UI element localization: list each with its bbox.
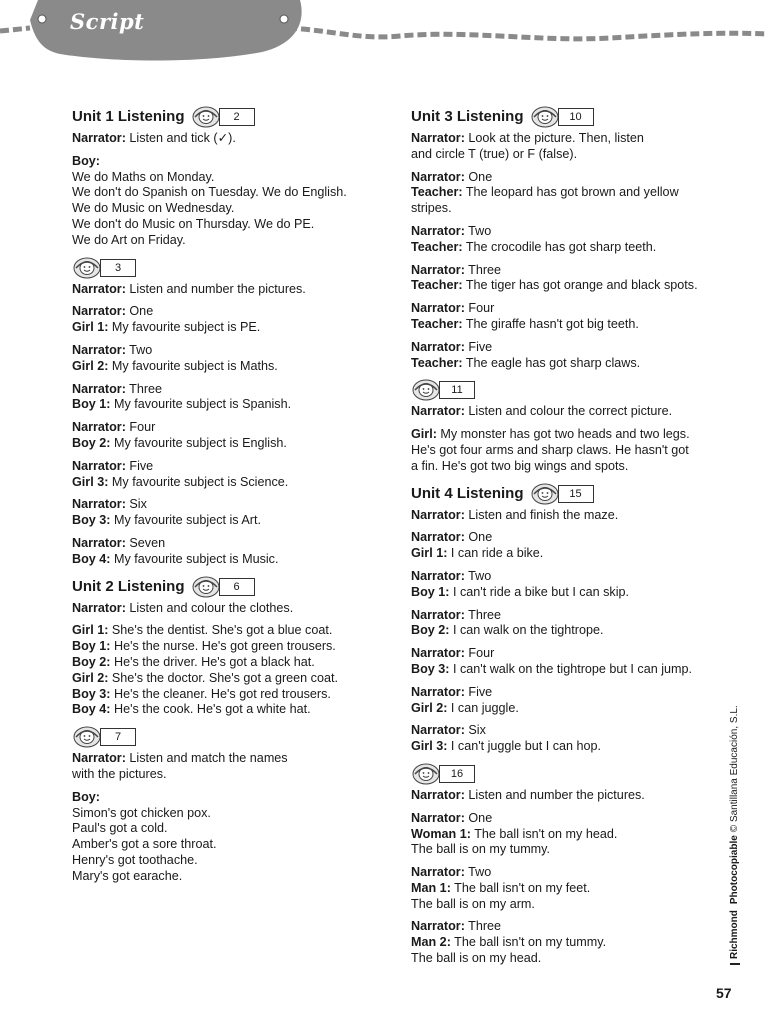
script-line bbox=[411, 569, 731, 585]
section-heading bbox=[411, 379, 731, 401]
script-line bbox=[411, 701, 731, 717]
script-line bbox=[72, 601, 372, 617]
speaker-label: Narrator: bbox=[411, 646, 465, 661]
script-line bbox=[72, 655, 372, 671]
speaker-label: Boy 2: bbox=[411, 623, 450, 638]
track-badge bbox=[191, 106, 255, 128]
speaker-label: Narrator: bbox=[72, 751, 126, 766]
line-text: My favourite subject is PE. bbox=[108, 320, 261, 335]
dialogue-block bbox=[72, 382, 372, 414]
line-text: Six bbox=[125, 497, 147, 512]
dialogue-block bbox=[72, 282, 372, 298]
listening-section bbox=[72, 726, 372, 884]
dialogue-block bbox=[72, 751, 372, 783]
page-title: Script bbox=[70, 9, 145, 34]
section-heading bbox=[411, 106, 731, 128]
script-line bbox=[72, 320, 372, 336]
section-heading bbox=[411, 763, 731, 785]
script-line bbox=[72, 359, 372, 375]
line-text: Simon's got chicken pox. bbox=[72, 805, 211, 820]
script-line bbox=[411, 585, 731, 601]
speaker-label: Boy 2: bbox=[72, 435, 111, 450]
script-line bbox=[72, 475, 372, 491]
script-line bbox=[72, 304, 372, 320]
line-text: My monster has got two heads and two legs. bbox=[436, 427, 690, 442]
script-line bbox=[411, 443, 731, 459]
dialogue-block bbox=[411, 865, 731, 912]
line-text: Three bbox=[125, 381, 163, 396]
script-line bbox=[72, 382, 372, 398]
listening-section bbox=[411, 379, 731, 474]
speaker-label: Narrator: bbox=[72, 304, 126, 319]
script-line bbox=[411, 811, 731, 827]
speaker-label: Girl 2: bbox=[411, 700, 448, 715]
line-text: I can juggle. bbox=[447, 700, 519, 715]
page-number: 57 bbox=[716, 985, 732, 1001]
speaker-label: Narrator: bbox=[411, 169, 465, 184]
unit-title: Unit 1 Listening bbox=[72, 108, 185, 126]
line-text: The ball is on my head. bbox=[411, 951, 542, 966]
script-line bbox=[72, 853, 372, 869]
script-line bbox=[72, 170, 372, 186]
unit-title: Unit 3 Listening bbox=[411, 108, 524, 126]
line-text: My favourite subject is Science. bbox=[108, 474, 289, 489]
line-text: The ball is on my arm. bbox=[411, 896, 535, 911]
track-badge bbox=[530, 106, 594, 128]
speaker-label: Teacher: bbox=[411, 278, 463, 293]
line-text: He's the nurse. He's got green trousers. bbox=[110, 639, 336, 654]
track-badge bbox=[530, 483, 594, 505]
speaker-label: Narrator: bbox=[411, 919, 465, 934]
line-text: Two bbox=[125, 342, 153, 357]
dialogue-block bbox=[72, 601, 372, 617]
line-text: Three bbox=[464, 607, 502, 622]
dialogue-block bbox=[72, 343, 372, 375]
cd-track-icon bbox=[191, 106, 221, 128]
line-text: We don't do Spanish on Tuesday. We do English. bbox=[72, 185, 347, 200]
line-text: Listen and number the pictures. bbox=[125, 281, 306, 296]
script-line bbox=[411, 723, 731, 739]
script-line bbox=[411, 340, 731, 356]
line-text: Henry's got toothache. bbox=[72, 852, 198, 867]
dialogue-block bbox=[72, 623, 372, 718]
cd-track-icon bbox=[191, 576, 221, 598]
unit-title: Unit 2 Listening bbox=[72, 577, 185, 595]
dialogue-block bbox=[72, 420, 372, 452]
dialogue-block bbox=[411, 569, 731, 601]
section-heading bbox=[72, 257, 372, 279]
speaker-label: Teacher: bbox=[411, 185, 463, 200]
right-column bbox=[411, 106, 731, 975]
speaker-label: Man 2: bbox=[411, 935, 451, 950]
script-line bbox=[411, 278, 731, 294]
speaker-label: Boy 4: bbox=[72, 702, 111, 717]
copyright-notice bbox=[727, 705, 743, 965]
speaker-label: Boy 3: bbox=[411, 661, 450, 676]
line-text: One bbox=[464, 530, 493, 545]
script-line bbox=[411, 865, 731, 881]
line-text: stripes. bbox=[411, 201, 452, 216]
dialogue-block bbox=[411, 608, 731, 640]
line-text: Four bbox=[125, 420, 156, 435]
speaker-label: Narrator: bbox=[411, 262, 465, 277]
line-text: Five bbox=[464, 339, 493, 354]
track-number: 6 bbox=[219, 578, 255, 596]
line-text: The ball isn't on my feet. bbox=[450, 880, 591, 895]
line-text: Listen and tick (✓). bbox=[125, 131, 236, 145]
script-line bbox=[72, 702, 372, 718]
line-text: Three bbox=[464, 262, 502, 277]
line-text: One bbox=[125, 304, 154, 319]
script-line bbox=[72, 343, 372, 359]
script-line bbox=[411, 788, 731, 804]
line-text: Listen and colour the correct picture. bbox=[464, 404, 673, 419]
script-line bbox=[72, 671, 372, 687]
script-line bbox=[72, 217, 372, 233]
line-text: I can't juggle but I can hop. bbox=[447, 739, 602, 754]
script-line bbox=[72, 513, 372, 529]
dialogue-block bbox=[411, 508, 731, 524]
script-line bbox=[411, 263, 731, 279]
script-line bbox=[72, 552, 372, 568]
speaker-label: Girl: bbox=[411, 427, 437, 442]
speaker-label: Narrator: bbox=[411, 131, 465, 145]
script-line bbox=[72, 687, 372, 703]
line-text: The ball isn't on my head. bbox=[470, 826, 618, 841]
line-text: We do Music on Wednesday. bbox=[72, 201, 235, 216]
dialogue-block bbox=[72, 497, 372, 529]
photocopiable-label: Photocopiable bbox=[729, 835, 740, 905]
speaker-label: Narrator: bbox=[411, 530, 465, 545]
copyright-text: © Santillana Educación, S.L. bbox=[729, 705, 740, 833]
line-text: Two bbox=[464, 568, 492, 583]
line-text: The eagle has got sharp claws. bbox=[462, 355, 641, 370]
line-text: I can't ride a bike but I can skip. bbox=[449, 584, 630, 599]
script-line bbox=[72, 459, 372, 475]
cd-track-icon bbox=[411, 763, 441, 785]
track-number: 16 bbox=[439, 765, 475, 783]
dialogue-block bbox=[411, 224, 731, 256]
script-line bbox=[411, 608, 731, 624]
line-text: She's the doctor. She's got a green coat. bbox=[108, 670, 338, 685]
dialogue-block bbox=[411, 723, 731, 755]
speaker-label: Teacher: bbox=[411, 316, 463, 331]
speaker-label: Boy 2: bbox=[72, 654, 111, 669]
speaker-label: Man 1: bbox=[411, 880, 451, 895]
line-text: I can't walk on the tightrope but I can jump. bbox=[449, 661, 693, 676]
script-line bbox=[72, 623, 372, 639]
speaker-label: Boy 1: bbox=[411, 584, 450, 599]
line-text: Two bbox=[464, 865, 492, 880]
speaker-label: Girl 3: bbox=[411, 739, 448, 754]
line-text: Paul's got a cold. bbox=[72, 821, 168, 836]
speaker-label: Teacher: bbox=[411, 239, 463, 254]
speaker-label: Narrator: bbox=[411, 723, 465, 738]
script-line bbox=[411, 317, 731, 333]
speaker-label: Narrator: bbox=[72, 131, 126, 145]
cd-track-icon bbox=[530, 106, 560, 128]
track-badge bbox=[411, 763, 475, 785]
script-line bbox=[72, 131, 372, 147]
track-number: 10 bbox=[558, 108, 594, 126]
line-text: a fin. He's got two big wings and spots. bbox=[411, 458, 629, 473]
script-line bbox=[411, 935, 731, 951]
cd-track-icon bbox=[72, 726, 102, 748]
speaker-label: Narrator: bbox=[411, 223, 465, 238]
speaker-label: Narrator: bbox=[411, 568, 465, 583]
script-line bbox=[411, 646, 731, 662]
speaker-label: Girl 1: bbox=[411, 546, 448, 561]
listening-section bbox=[411, 106, 731, 371]
speaker-label: Narrator: bbox=[411, 404, 465, 419]
line-text: Listen and finish the maze. bbox=[464, 507, 619, 522]
unit-title: Unit 4 Listening bbox=[411, 484, 524, 502]
script-line bbox=[72, 837, 372, 853]
script-line bbox=[72, 751, 372, 767]
script-line bbox=[411, 951, 731, 967]
dialogue-block bbox=[411, 811, 731, 858]
script-line bbox=[411, 147, 731, 163]
line-text: with the pictures. bbox=[72, 766, 167, 781]
line-text: Four bbox=[464, 646, 495, 661]
speaker-label: Boy 1: bbox=[72, 397, 111, 412]
line-text: One bbox=[464, 169, 493, 184]
line-text: Look at the picture. Then, listen bbox=[464, 131, 644, 145]
speaker-label: Narrator: bbox=[72, 420, 126, 435]
line-text: I can walk on the tightrope. bbox=[449, 623, 604, 638]
section-heading bbox=[72, 576, 372, 598]
section-heading bbox=[411, 483, 731, 505]
line-text: Five bbox=[125, 458, 154, 473]
speaker-label: Narrator: bbox=[72, 342, 126, 357]
script-line bbox=[411, 131, 731, 147]
speaker-label: Boy: bbox=[72, 153, 100, 168]
script-line bbox=[411, 185, 731, 201]
speaker-label: Boy 1: bbox=[72, 639, 111, 654]
speaker-label: Boy 4: bbox=[72, 551, 111, 566]
script-line bbox=[72, 436, 372, 452]
script-line bbox=[72, 767, 372, 783]
dialogue-block bbox=[411, 131, 731, 163]
speaker-label: Narrator: bbox=[72, 458, 126, 473]
cd-track-icon bbox=[411, 379, 441, 401]
speaker-label: Girl 1: bbox=[72, 320, 109, 335]
script-line bbox=[411, 662, 731, 678]
line-text: Listen and match the names bbox=[125, 751, 288, 766]
dialogue-block bbox=[411, 530, 731, 562]
script-line bbox=[72, 869, 372, 885]
script-line bbox=[411, 546, 731, 562]
track-number: 7 bbox=[100, 728, 136, 746]
speaker-label: Narrator: bbox=[72, 600, 126, 615]
line-text: The crocodile has got sharp teeth. bbox=[462, 239, 657, 254]
script-line bbox=[72, 790, 372, 806]
dialogue-block bbox=[72, 131, 372, 147]
script-line bbox=[411, 201, 731, 217]
script-line bbox=[411, 459, 731, 475]
dialogue-block bbox=[411, 646, 731, 678]
script-line bbox=[411, 224, 731, 240]
dialogue-block bbox=[411, 919, 731, 966]
cd-track-icon bbox=[530, 483, 560, 505]
speaker-label: Boy: bbox=[72, 789, 100, 804]
track-badge bbox=[72, 257, 136, 279]
script-line bbox=[72, 154, 372, 170]
speaker-label: Narrator: bbox=[411, 787, 465, 802]
speaker-label: Narrator: bbox=[411, 339, 465, 354]
listening-section bbox=[72, 106, 372, 249]
line-text: My favourite subject is Art. bbox=[110, 513, 261, 528]
speaker-label: Teacher: bbox=[411, 355, 463, 370]
script-line bbox=[411, 427, 731, 443]
line-text: Four bbox=[464, 301, 495, 316]
speaker-label: Boy 3: bbox=[72, 686, 111, 701]
line-text: One bbox=[464, 810, 493, 825]
script-line bbox=[72, 639, 372, 655]
line-text: Six bbox=[464, 723, 486, 738]
dialogue-block bbox=[72, 536, 372, 568]
line-text: The leopard has got brown and yellow bbox=[462, 185, 679, 200]
script-line bbox=[72, 282, 372, 298]
script-line bbox=[411, 881, 731, 897]
line-text: He's the driver. He's got a black hat. bbox=[110, 654, 315, 669]
script-line bbox=[411, 897, 731, 913]
track-number: 11 bbox=[439, 381, 475, 399]
line-text: Mary's got earache. bbox=[72, 868, 183, 883]
dialogue-block bbox=[411, 301, 731, 333]
script-line bbox=[411, 508, 731, 524]
script-line bbox=[72, 806, 372, 822]
speaker-label: Narrator: bbox=[72, 381, 126, 396]
line-text: The ball is on my tummy. bbox=[411, 842, 551, 857]
dialogue-block bbox=[72, 154, 372, 249]
line-text: My favourite subject is Spanish. bbox=[110, 397, 292, 412]
track-number: 2 bbox=[219, 108, 255, 126]
speaker-label: Narrator: bbox=[411, 507, 465, 522]
speaker-label: Narrator: bbox=[72, 497, 126, 512]
script-line bbox=[411, 170, 731, 186]
script-line bbox=[411, 827, 731, 843]
script-line bbox=[72, 233, 372, 249]
dialogue-block bbox=[72, 304, 372, 336]
script-line bbox=[411, 623, 731, 639]
dialogue-block bbox=[411, 404, 731, 420]
line-text: Three bbox=[464, 919, 502, 934]
line-text: She's the dentist. She's got a blue coat. bbox=[108, 623, 333, 638]
speaker-label: Girl 1: bbox=[72, 623, 109, 638]
dialogue-block bbox=[72, 790, 372, 885]
speaker-label: Narrator: bbox=[72, 281, 126, 296]
line-text: We don't do Music on Thursday. We do PE. bbox=[72, 216, 315, 231]
speaker-label: Girl 2: bbox=[72, 358, 109, 373]
script-line bbox=[72, 185, 372, 201]
listening-section bbox=[411, 483, 731, 755]
dialogue-block bbox=[411, 685, 731, 717]
script-line bbox=[72, 397, 372, 413]
listening-section bbox=[72, 257, 372, 568]
script-line bbox=[411, 240, 731, 256]
speaker-label: Narrator: bbox=[411, 810, 465, 825]
speaker-label: Girl 3: bbox=[72, 474, 109, 489]
track-number: 3 bbox=[100, 259, 136, 277]
line-text: The giraffe hasn't got big teeth. bbox=[462, 316, 639, 331]
speaker-label: Narrator: bbox=[72, 535, 126, 550]
speaker-label: Narrator: bbox=[411, 865, 465, 880]
line-text: My favourite subject is English. bbox=[110, 435, 287, 450]
section-heading bbox=[72, 726, 372, 748]
line-text: He's got four arms and sharp claws. He hasn't got bbox=[411, 442, 689, 457]
script-line bbox=[411, 739, 731, 755]
line-text: Seven bbox=[125, 535, 166, 550]
script-line bbox=[411, 530, 731, 546]
script-line bbox=[411, 919, 731, 935]
speaker-label: Woman 1: bbox=[411, 826, 471, 841]
track-badge bbox=[411, 379, 475, 401]
track-number: 15 bbox=[558, 485, 594, 503]
line-text: My favourite subject is Music. bbox=[110, 551, 279, 566]
line-text: Listen and number the pictures. bbox=[464, 787, 645, 802]
track-badge bbox=[191, 576, 255, 598]
speaker-label: Narrator: bbox=[411, 301, 465, 316]
section-heading bbox=[72, 106, 372, 128]
richmond-logo-icon bbox=[730, 963, 740, 965]
script-line bbox=[72, 420, 372, 436]
line-text: He's the cleaner. He's got red trousers. bbox=[110, 686, 331, 701]
listening-section bbox=[72, 576, 372, 719]
line-text: We do Art on Friday. bbox=[72, 232, 186, 247]
dialogue-block bbox=[411, 170, 731, 217]
script-line bbox=[72, 201, 372, 217]
line-text: The ball isn't on my tummy. bbox=[450, 935, 607, 950]
line-text: I can ride a bike. bbox=[447, 546, 544, 561]
line-text: We do Maths on Monday. bbox=[72, 169, 215, 184]
left-column bbox=[72, 106, 372, 892]
line-text: He's the cook. He's got a white hat. bbox=[110, 702, 311, 717]
publisher-brand: Richmond bbox=[729, 910, 740, 959]
dialogue-block bbox=[411, 427, 731, 474]
line-text: My favourite subject is Maths. bbox=[108, 358, 278, 373]
dialogue-block bbox=[72, 459, 372, 491]
line-text: Listen and colour the clothes. bbox=[125, 600, 294, 615]
script-line bbox=[411, 404, 731, 420]
speaker-label: Girl 2: bbox=[72, 670, 109, 685]
dialogue-block bbox=[411, 263, 731, 295]
cd-track-icon bbox=[72, 257, 102, 279]
listening-section bbox=[411, 763, 731, 967]
script-line bbox=[72, 536, 372, 552]
line-text: and circle T (true) or F (false). bbox=[411, 146, 578, 161]
script-line bbox=[411, 685, 731, 701]
track-badge bbox=[72, 726, 136, 748]
line-text: The tiger has got orange and black spots. bbox=[462, 278, 698, 293]
line-text: Five bbox=[464, 684, 493, 699]
script-line bbox=[72, 821, 372, 837]
line-text: Two bbox=[464, 223, 492, 238]
speaker-label: Narrator: bbox=[411, 607, 465, 622]
script-line bbox=[411, 356, 731, 372]
dialogue-block bbox=[411, 340, 731, 372]
script-line bbox=[72, 497, 372, 513]
speaker-label: Boy 3: bbox=[72, 513, 111, 528]
script-line bbox=[411, 301, 731, 317]
dialogue-block bbox=[411, 788, 731, 804]
speaker-label: Narrator: bbox=[411, 684, 465, 699]
script-line bbox=[411, 842, 731, 858]
line-text: Amber's got a sore throat. bbox=[72, 837, 217, 852]
